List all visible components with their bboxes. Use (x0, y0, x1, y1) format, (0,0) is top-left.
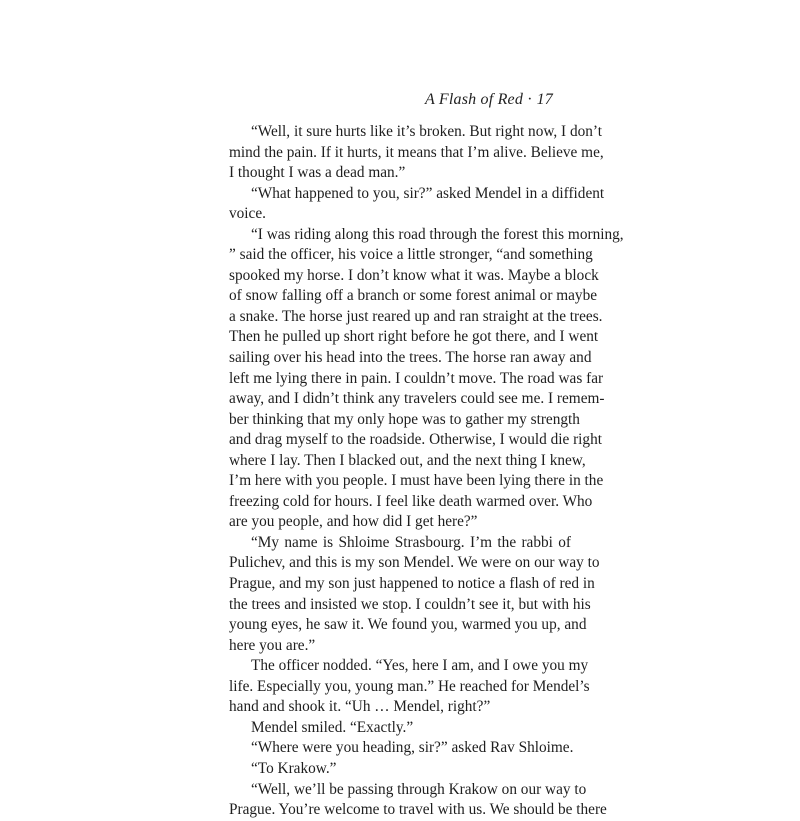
text-line: “Well, we’ll be passing through Krakow on our way to (251, 780, 587, 798)
text-line: ” said the officer, his voice a little stronger, “and something (229, 246, 593, 264)
text-line: I’m here with you people. I must have been lying there in the (229, 472, 604, 490)
page-number: 17 (536, 91, 553, 108)
text-line: Pulichev, and this is my son Mendel. We were on our way to (229, 554, 600, 572)
text-line: “To Krakow.” (251, 759, 337, 777)
text-line: are you people, and how did I get here?” (229, 513, 478, 531)
running-head-separator: · (527, 91, 533, 108)
text-line: “My name is Shloime Strasbourg. I’m the rabbi of (251, 533, 571, 551)
text-line: away, and I didn’t think any travelers could see me. I remem- (229, 390, 605, 408)
text-line: here you are.” (229, 636, 316, 654)
text-line: life. Especially you, young man.” He reached for Mendel’s (229, 677, 590, 695)
text-line: The officer nodded. “Yes, here I am, and I owe you my (251, 657, 589, 675)
text-line: where I lay. Then I blacked out, and the next thing I knew, (229, 451, 586, 469)
text-line: Mendel smiled. “Exactly.” (251, 718, 414, 736)
text-line: and drag myself to the roadside. Otherwise, I would die right (229, 431, 602, 449)
text-line: the trees and insisted we stop. I couldn’t see it, but with his (229, 595, 591, 613)
text-line: ber thinking that my only hope was to gather my strength (229, 410, 580, 428)
text-line: young eyes, he saw it. We found you, warmed you up, and (229, 616, 587, 634)
text-line: freezing cold for hours. I feel like death warmed over. Who (229, 492, 593, 510)
text-line: “I was riding along this road through the forest this morning, (251, 225, 624, 243)
text-line: left me lying there in pain. I couldn’t move. The road was far (229, 369, 604, 387)
text-line: of snow falling off a branch or some forest animal or maybe (229, 287, 598, 305)
text-line: “Well, it sure hurts like it’s broken. But right now, I don’t (251, 123, 602, 140)
chapter-title: A Flash of Red (425, 91, 524, 108)
text-line: “What happened to you, sir?” asked Mendel in a diffident (251, 184, 605, 202)
text-line: “Where were you heading, sir?” asked Rav Shloime. (251, 739, 574, 757)
running-head (425, 91, 553, 109)
text-line: Prague, and my son just happened to notice a flash of red in (229, 575, 595, 593)
text-line: Then he pulled up short right before he got there, and I went (229, 328, 599, 346)
text-line: sailing over his head into the trees. The horse ran away and (229, 349, 592, 367)
text-line: I thought I was a dead man.” (229, 164, 406, 182)
text-line: a snake. The horse just reared up and ran straight at the trees. (229, 307, 603, 325)
text-line: voice. (229, 205, 266, 223)
text-line: mind the pain. If it hurts, it means that I’m alive. Believe me, (229, 143, 604, 161)
body-text (229, 122, 624, 821)
text-line: hand and shook it. “Uh … Mendel, right?” (229, 698, 491, 716)
text-line: spooked my horse. I don’t know what it was. Maybe a block (229, 266, 599, 284)
text-line: Prague. You’re welcome to travel with us. We should be there (229, 801, 607, 819)
